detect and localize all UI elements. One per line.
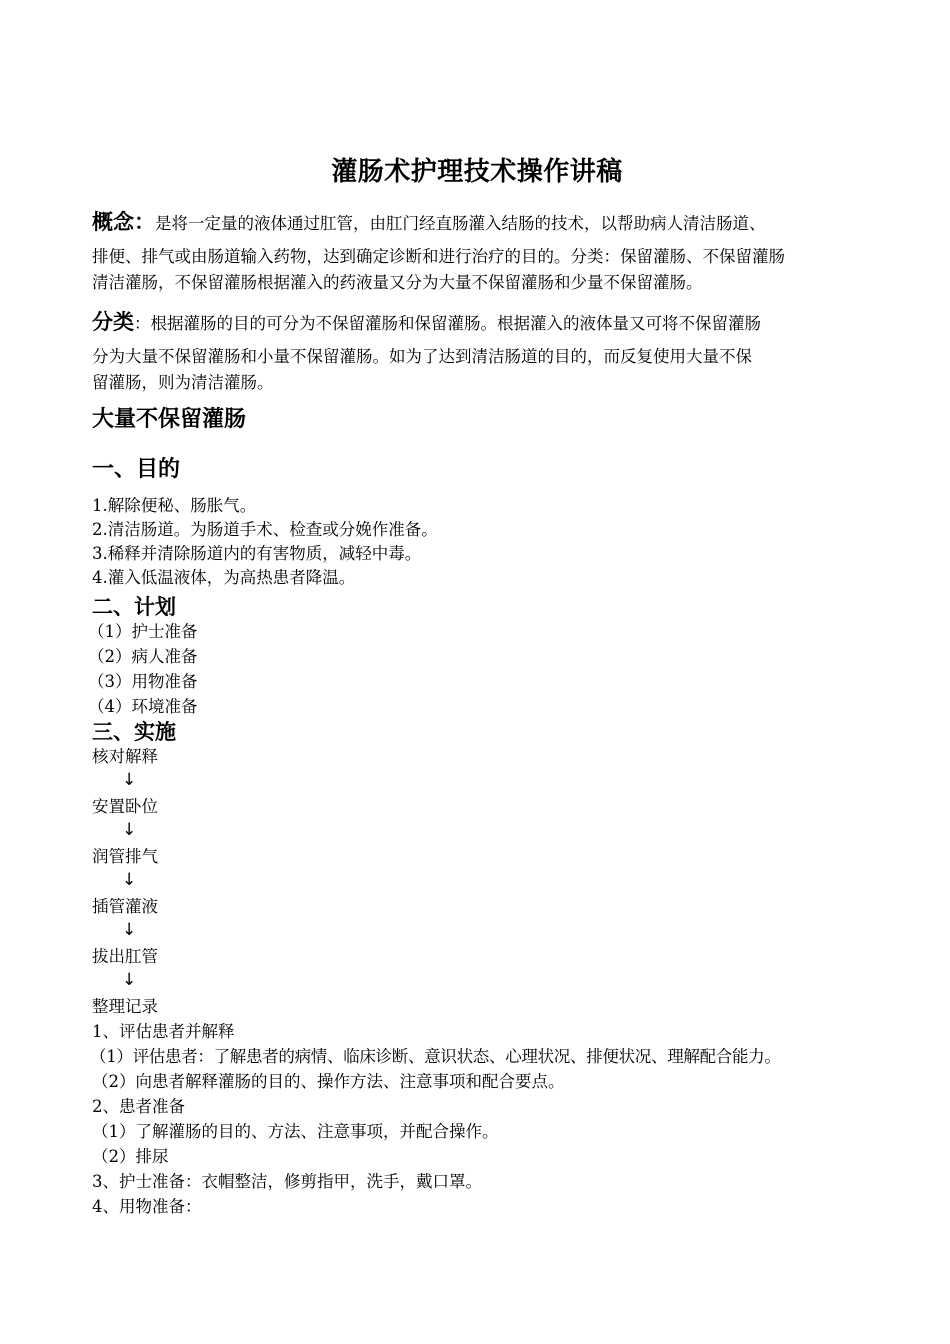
purpose-list xyxy=(92,494,438,590)
detail-line: 2、患者准备 xyxy=(92,1097,185,1116)
detail-line: 3、护士准备：衣帽整洁，修剪指甲，洗手，戴口罩。 xyxy=(92,1172,482,1191)
detail-line: （1）评估患者：了解患者的病情、临床诊断、意识状态、心理状况、排便状况、理解配合能力。 xyxy=(90,1047,781,1066)
list-item: （2）病人准备 xyxy=(88,647,198,666)
list-item: （3）用物准备 xyxy=(88,672,198,691)
concept-paragraph xyxy=(92,206,862,296)
implementation-heading: 三、实施 xyxy=(92,720,176,744)
classification-label: 分类 xyxy=(92,310,134,334)
down-arrow-icon: ↓ xyxy=(122,920,137,940)
purpose-heading: 一、目的 xyxy=(92,457,181,482)
classification-line-1: ：根据灌肠的目的可分为不保留灌肠和保留灌肠。根据灌入的液体量又可将不保留灌肠 xyxy=(134,314,761,333)
list-item: 4.灌入低温液体，为高热患者降温。 xyxy=(92,568,356,587)
flow-step: 拔出肛管 xyxy=(92,947,158,966)
classification-line-2: 分为大量不保留灌肠和小量不保留灌肠。如为了达到清洁肠道的目的，而反复使用大量不保 xyxy=(92,347,752,366)
list-item: （1）护士准备 xyxy=(88,622,198,641)
flow-step: 润管排气 xyxy=(92,847,158,866)
flow-step: 安置卧位 xyxy=(92,797,158,816)
concept-line-1: 是将一定量的液体通过肛管，由肛门经直肠灌入结肠的技术，以帮助病人清洁肠道、 xyxy=(155,214,766,233)
list-item: 3.稀释并清除肠道内的有害物质，减轻中毒。 xyxy=(92,544,422,563)
detail-line: 4、用物准备： xyxy=(92,1197,202,1216)
classification-line-3: 留灌肠，则为清洁灌肠。 xyxy=(92,373,274,392)
document-title: 灌肠术护理技术操作讲稿 xyxy=(331,157,623,187)
concept-label: 概念： xyxy=(92,210,155,234)
classification-paragraph xyxy=(92,306,862,396)
down-arrow-icon: ↓ xyxy=(122,820,137,840)
concept-line-2: 排便、排气或由肠道输入药物，达到确定诊断和进行治疗的目的。分类：保留灌肠、不保留灌肠 xyxy=(92,247,785,266)
flow-step: 核对解释 xyxy=(92,747,158,766)
implementation-details xyxy=(92,1019,781,1219)
plan-list xyxy=(88,620,198,719)
detail-line: （1）了解灌肠的目的、方法、注意事项，并配合操作。 xyxy=(92,1122,499,1141)
section-heading: 大量不保留灌肠 xyxy=(92,407,247,432)
list-item: 2.清洁肠道。为肠道手术、检查或分娩作准备。 xyxy=(92,520,438,539)
concept-line-3: 清洁灌肠，不保留灌肠根据灌入的药液量又分为大量不保留灌肠和少量不保留灌肠。 xyxy=(92,273,703,292)
down-arrow-icon: ↓ xyxy=(122,770,137,790)
list-item: 1.解除便秘、肠胀气。 xyxy=(92,496,257,515)
down-arrow-icon: ↓ xyxy=(122,870,137,890)
detail-line: （2）向患者解释灌肠的目的、操作方法、注意事项和配合要点。 xyxy=(92,1072,565,1091)
plan-heading: 二、计划 xyxy=(92,595,176,619)
detail-line: 1、评估患者并解释 xyxy=(92,1022,235,1041)
down-arrow-icon: ↓ xyxy=(122,970,137,990)
detail-line: （2）排尿 xyxy=(92,1147,169,1166)
flow-step: 插管灌液 xyxy=(92,897,158,916)
list-item: （4）环境准备 xyxy=(88,697,198,716)
flow-step: 整理记录 xyxy=(92,997,158,1016)
document-page xyxy=(88,0,862,1344)
